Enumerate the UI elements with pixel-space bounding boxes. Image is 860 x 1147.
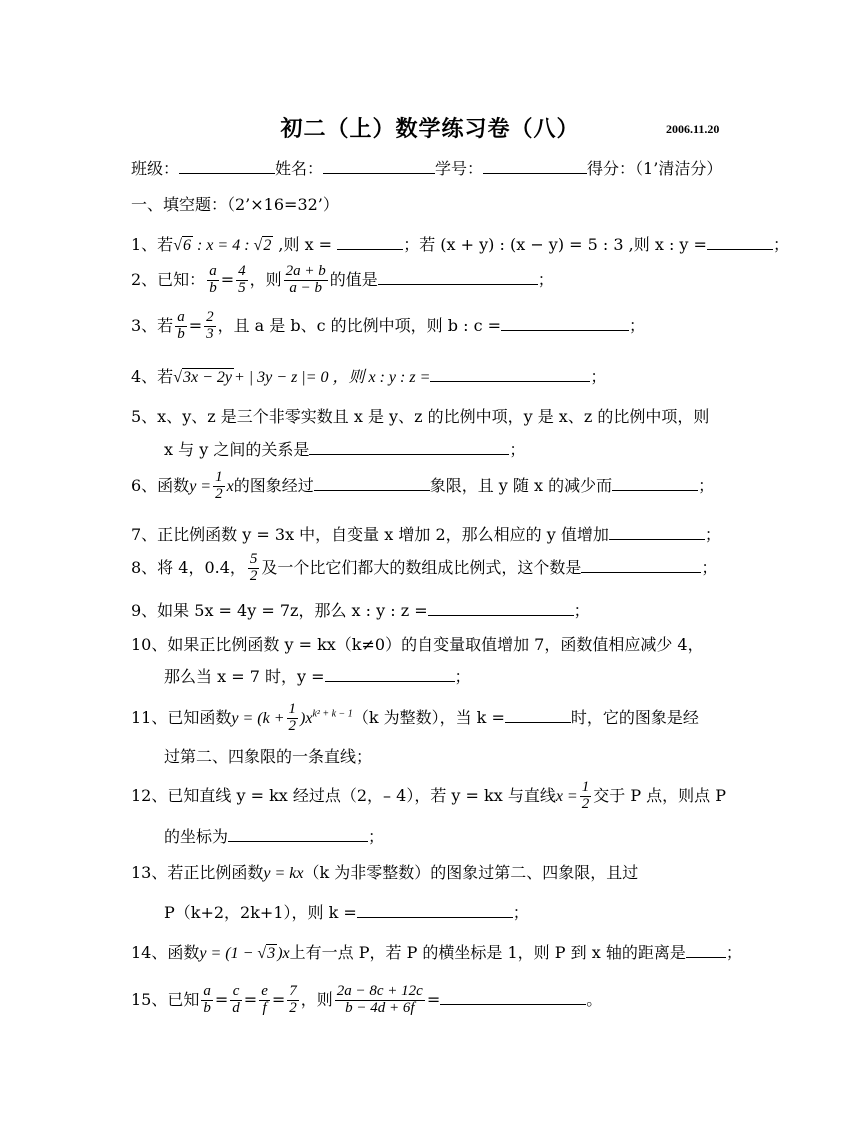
fraction: $\frac{1}{2}$ <box>288 701 296 734</box>
class-blank[interactable] <box>179 159 275 174</box>
student-id-label: 学号： <box>435 159 484 178</box>
section-heading: 一、填空题：（2’×16=32’） <box>131 195 339 214</box>
question-8: 8、将 4，0.4， $\frac{5}{2}$ 及一个比它们都大的数组成比例式，这个数是 ； <box>131 551 718 584</box>
question-13-cont: P（k+2，2k+1），则 k = ； <box>164 903 529 922</box>
answer-blank[interactable] <box>612 476 698 491</box>
question-11: 11、已知函数y = (k + $\frac{1}{2}$ )$x^{k^2 + k - 1}(k$ 为整数），当 k = 时，它的图象是经 <box>131 701 699 734</box>
question-11-cont: 过第二、四象限的一条直线； <box>164 747 373 766</box>
answer-blank[interactable] <box>686 943 726 958</box>
fraction: $\frac{4}{5}$ <box>238 263 246 296</box>
question-4: 4、若√3x − 2y + | 3y − z |= 0 ，则 x : y : z = ； <box>131 367 607 386</box>
sqrt-symbol: √3x − 2y <box>173 369 232 386</box>
student-info-line <box>131 156 722 179</box>
question-1: 1、若√6 : x = 4 : √2 ,则 x = ；若 (x + y) : (x − y) = 5 : 3 ,则 x : y = ； <box>131 235 789 254</box>
fraction: $\frac{1}{2}$ <box>215 469 223 502</box>
answer-blank[interactable] <box>501 316 629 331</box>
question-10-cont: 那么当 x = 7 时，y = ； <box>164 667 471 686</box>
answer-blank[interactable] <box>309 440 509 455</box>
question-13: 13、若正比例函数y = kx（k 为非零整数）的图象过第二、四象限，且过 <box>131 863 639 882</box>
question-6: 6、函数y = $\frac{1}{2}$ x的图象经过 象限，且 y 随 x 的减少而 ； <box>131 469 715 502</box>
answer-blank[interactable] <box>707 235 773 250</box>
student-id-blank[interactable] <box>483 159 587 174</box>
question-2: 2、已知： $\frac{a}{b}$ = $\frac{4}{5}$ ，则 $\frac{2a + b}{a - b}$ 的值是 ； <box>131 263 554 296</box>
sqrt-symbol: √6 <box>173 237 191 254</box>
answer-blank[interactable] <box>314 476 430 491</box>
answer-blank[interactable] <box>505 708 571 723</box>
answer-blank[interactable] <box>228 827 368 842</box>
question-12: 12、已知直线 y = kx 经过点（2，– 4），若 y = kx 与直线x = $\frac{1}{2}$ 交于 P 点，则点 P <box>131 779 727 812</box>
answer-blank[interactable] <box>325 667 455 682</box>
question-5-cont: x 与 y 之间的关系是 ； <box>164 440 526 459</box>
date-label: 2006.11.20 <box>666 122 720 136</box>
fraction: $\frac{e}{f}$ <box>261 983 268 1016</box>
answer-blank[interactable] <box>357 903 513 918</box>
class-label: 班级： <box>131 159 180 178</box>
fraction: $\frac{7}{2}$ <box>289 983 297 1016</box>
answer-blank[interactable] <box>440 990 586 1005</box>
question-12-cont: 的坐标为 ； <box>164 827 385 846</box>
fraction: $\frac{1}{2}$ <box>581 779 590 812</box>
fraction: $\frac{2}{3}$ <box>206 309 214 342</box>
page-title: 初二（上）数学练习卷（八） <box>280 116 580 142</box>
question-3: 3、若 $\frac{a}{b}$ = $\frac{2}{3}$ ，且 a 是 b、c 的比例中项，则 b : c = ； <box>131 309 646 342</box>
answer-blank[interactable] <box>337 235 403 250</box>
fraction: $\frac{a}{b}$ <box>203 983 211 1016</box>
name-label: 姓名： <box>275 159 324 178</box>
fraction: $\frac{2a - 8c + 12c}{b - 4d + 6f}$ <box>336 983 423 1016</box>
fraction: $\frac{a}{b}$ <box>209 263 217 296</box>
sqrt-symbol: √2 <box>253 237 272 254</box>
name-blank[interactable] <box>323 159 435 174</box>
question-10: 10、如果正比例函数 y = kx（k≠0）的自变量取值增加 7，函数值相应减少 4， <box>131 635 704 654</box>
answer-blank[interactable] <box>428 601 574 616</box>
question-9: 9、如果 5x = 4y = 7z，那么 x : y : z = ； <box>131 601 590 620</box>
answer-blank[interactable] <box>378 270 538 285</box>
score-label: 得分：（1’清洁分） <box>587 159 723 178</box>
question-14: 14、函数y = (1 − √3 )x上有一点 P，若 P 的横坐标是 1，则 P 到 x 轴的距离是 ； <box>131 943 742 962</box>
fraction: $\frac{2a + b}{a - b}$ <box>285 263 326 296</box>
question-5: 5、x、y、z 是三个非零实数且 x 是 y、z 的比例中项，y 是 x、z 的比例中项，则 <box>131 407 710 426</box>
sqrt-symbol: √3 <box>257 945 276 962</box>
answer-blank[interactable] <box>430 367 590 382</box>
fraction: $\frac{5}{2}$ <box>249 551 258 584</box>
question-7: 7、正比例函数 y = 3x 中，自变量 x 增加 2，那么相应的 y 值增加 ； <box>131 525 721 544</box>
answer-blank[interactable] <box>581 558 701 573</box>
fraction: $\frac{c}{d}$ <box>232 983 240 1016</box>
fraction: $\frac{a}{b}$ <box>177 309 185 342</box>
answer-blank[interactable] <box>609 525 705 540</box>
question-15: 15、已知 $\frac{a}{b}$ = $\frac{c}{d}$ = $\frac{e}{f}$ = $\frac{7}{2}$ ，则 $\frac{2a - 8c + 12c}{b - 4d + 6f}$ = 。 <box>131 983 603 1016</box>
